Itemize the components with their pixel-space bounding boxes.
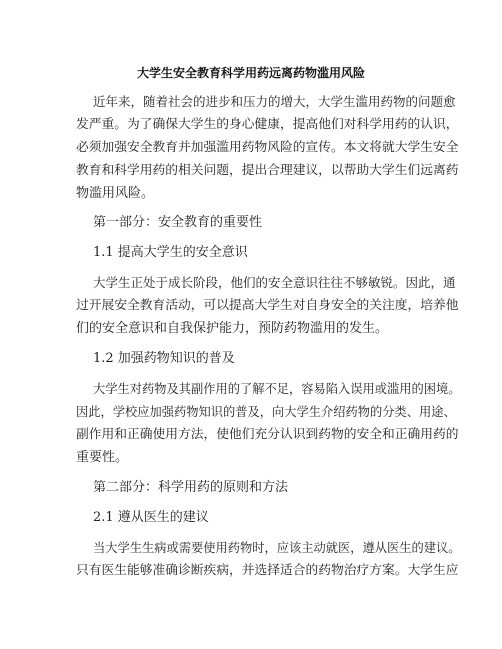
- part2-heading: 第二部分：科学用药的原则和方法: [93, 480, 289, 495]
- intro-line-2: 发严重。为了确保大学生的身心健康，提高他们对科学用药的认识，: [76, 117, 459, 132]
- document-title: 大学生安全教育科学用药远离药物滥用风险: [136, 66, 365, 80]
- intro-line-3: 必须加强安全教育并加强滥用药物风险的宣传。本文将就大学生安全: [76, 140, 459, 155]
- section-2-1-line-2: 只有医生能够准确诊断疾病，并选择适合的药物治疗方案。大学生应: [76, 563, 459, 578]
- section-1-2-line-1: 大学生对药物及其副作用的了解不足，容易陷入误用或滥用的困境。: [93, 382, 461, 396]
- intro-line-5: 物滥用风险。: [76, 186, 155, 201]
- section-1-1-line-2: 过开展安全教育活动，可以提高大学生对自身安全的关注度，培养他: [76, 298, 459, 313]
- section-1-1-heading: 1.1 提高大学生的安全意识: [93, 245, 248, 260]
- section-2-1-heading: 2.1 遵从医生的建议: [93, 510, 209, 525]
- section-1-2-line-4: 重要性。: [76, 450, 129, 465]
- section-1-2-heading: 1.2 加强药物知识的普及: [93, 351, 235, 366]
- section-1-1-line-3: 们的安全意识和自我保护能力，预防药物滥用的发生。: [76, 321, 389, 336]
- intro-line-4: 教育和科学用药的相关问题，提出合理建议，以帮助大学生们远离药: [76, 163, 459, 178]
- section-1-2-line-3: 副作用和正确使用方法，使他们充分认识到药物的安全和正确用药的: [76, 427, 459, 442]
- section-1-2-line-2: 因此，学校应加强药物知识的普及，向大学生介绍药物的分类、用途、: [76, 405, 456, 419]
- section-2-1-line-1: 当大学生生病或需要使用药物时，应该主动就医，遵从医生的建议。: [93, 541, 461, 555]
- intro-line-1: 近年来，随着社会的进步和压力的增大，大学生滥用药物的问题愈: [93, 94, 456, 109]
- part1-heading: 第一部分：安全教育的重要性: [93, 215, 263, 230]
- section-1-1-line-1: 大学生正处于成长阶段，他们的安全意识往往不够敏锐。因此，通: [93, 275, 456, 290]
